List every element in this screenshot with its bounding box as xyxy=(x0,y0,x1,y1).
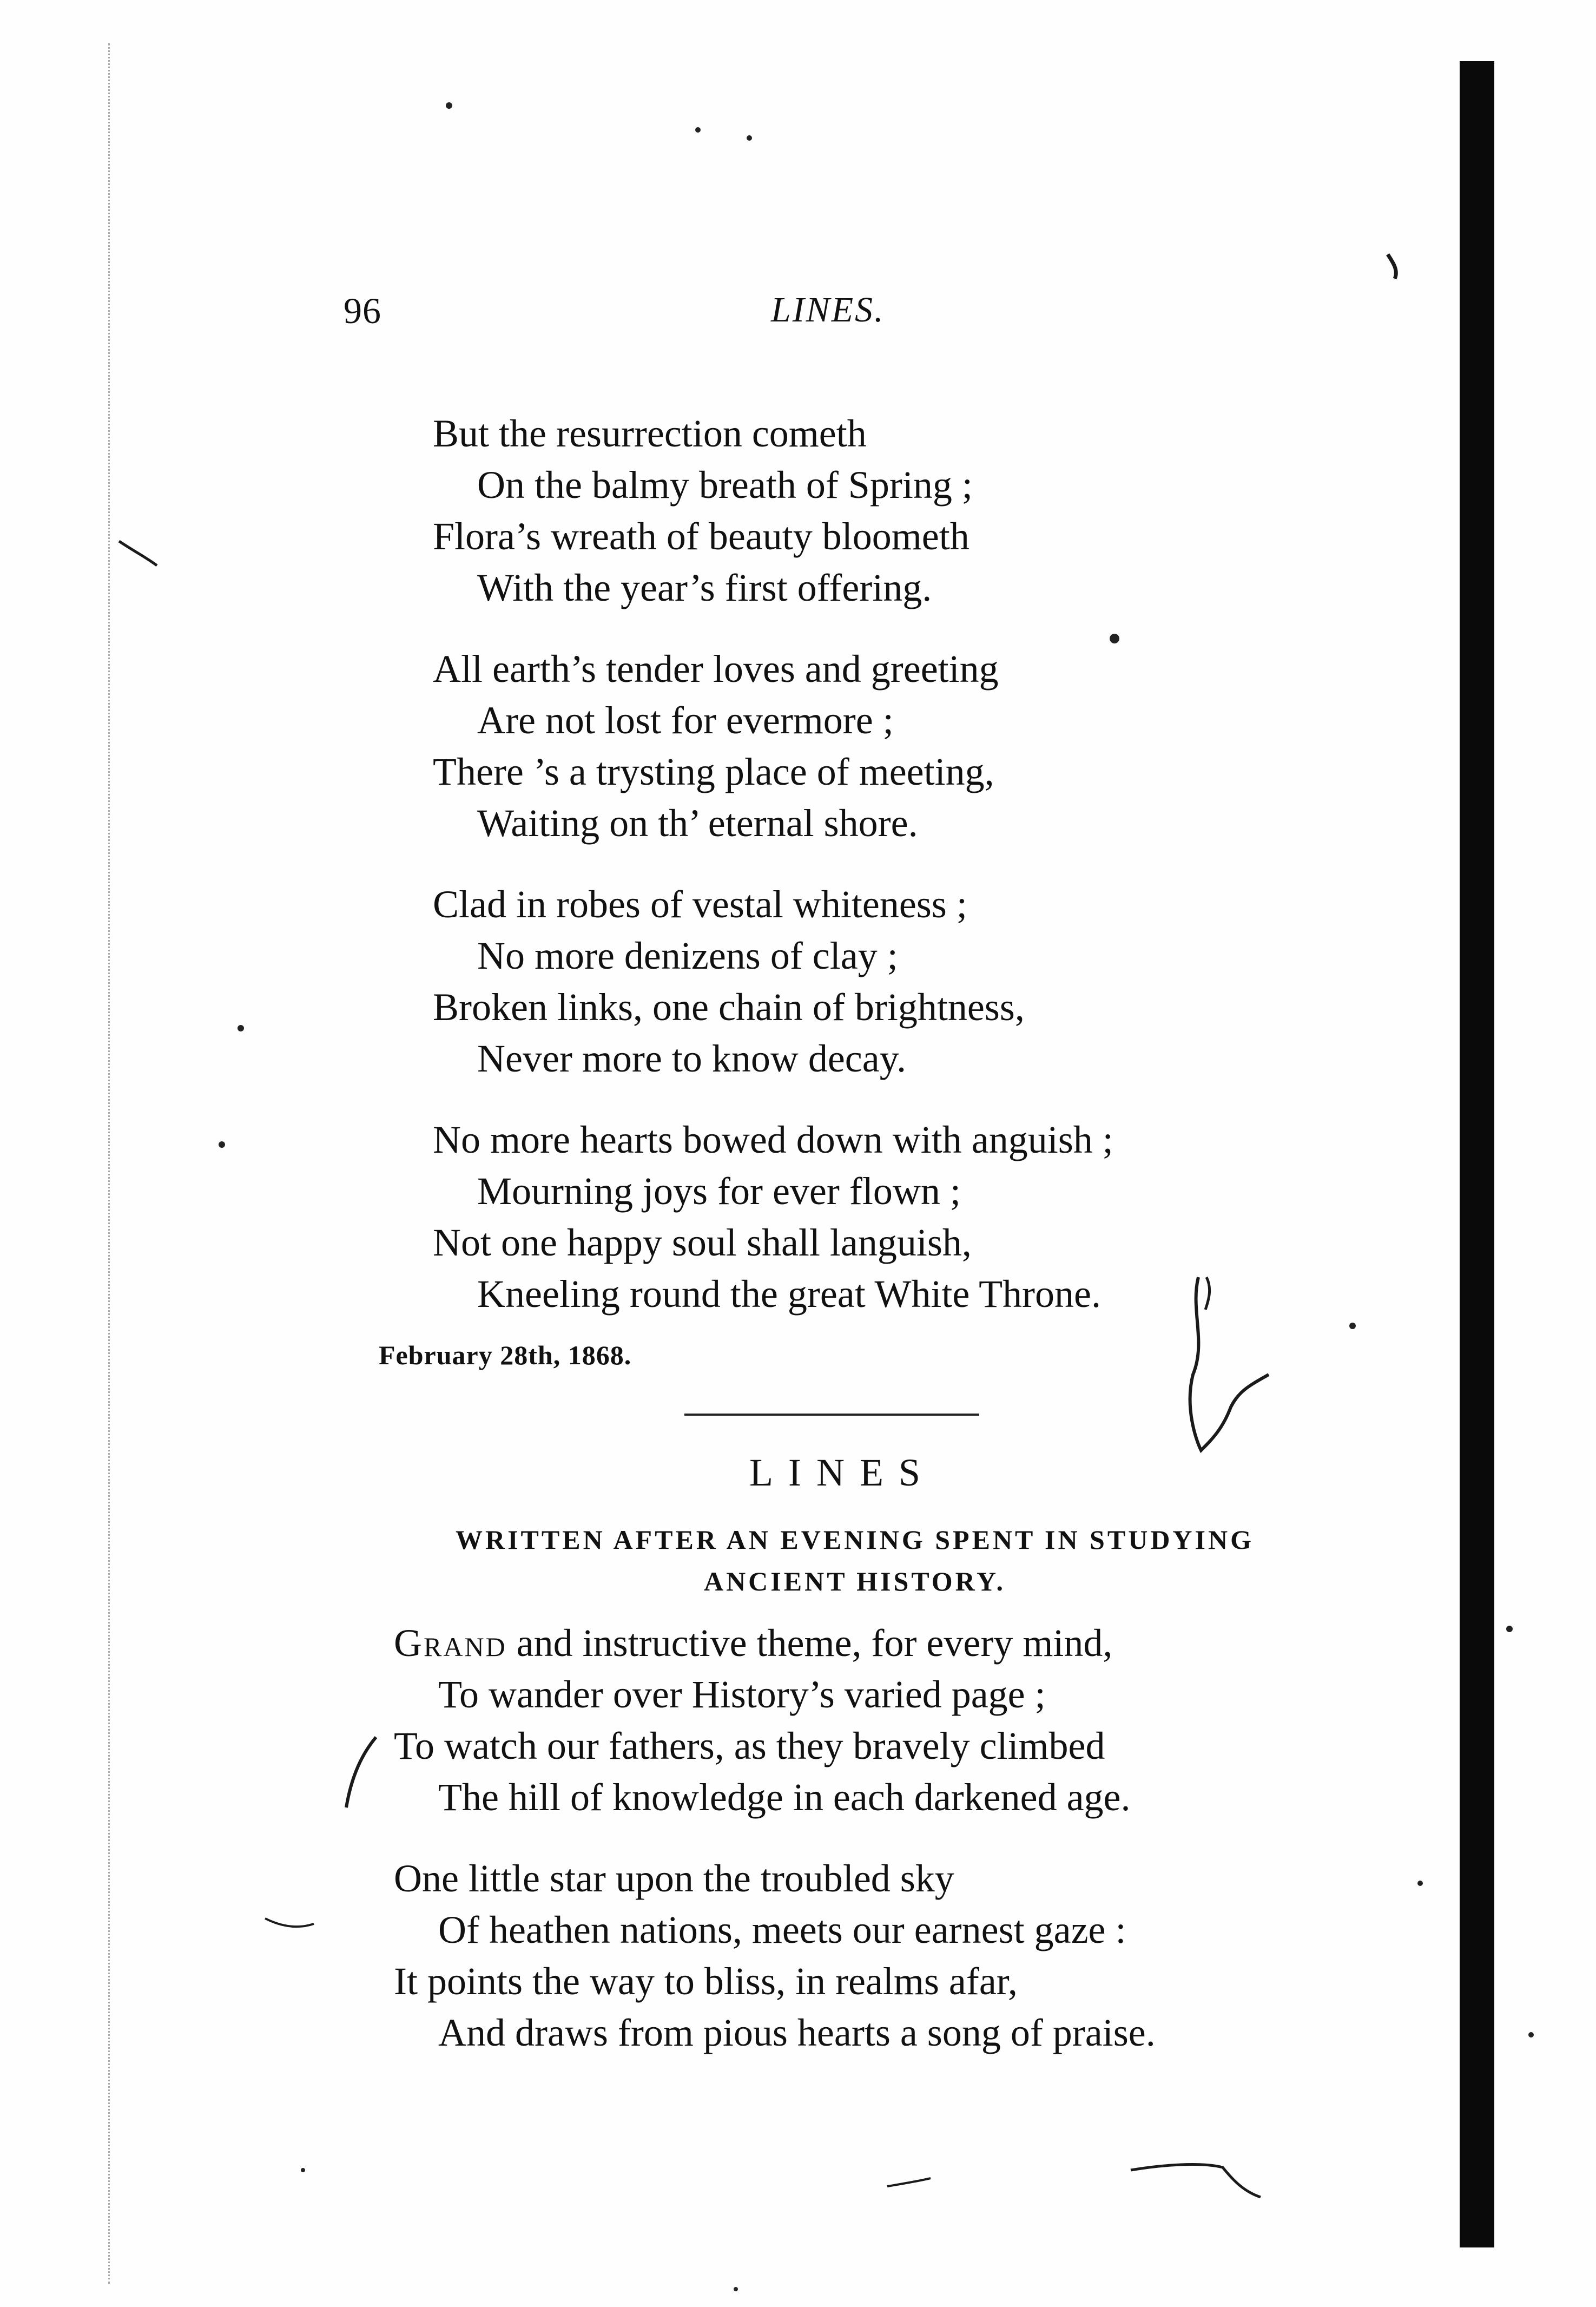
poem-subtitle-line1: WRITTEN AFTER AN EVENING SPENT IN STUDYING xyxy=(455,1524,1254,1555)
poem-line: All earth’s tender loves and greeting xyxy=(433,647,999,691)
poem-line: To watch our fathers, as they bravely climbed xyxy=(394,1724,1105,1767)
running-head: LINES. xyxy=(771,290,885,330)
poem-subtitle-line2: ANCIENT HISTORY. xyxy=(703,1566,1006,1596)
poem-line: Are not lost for evermore ; xyxy=(477,699,894,742)
poem-line: One little star upon the troubled sky xyxy=(394,1857,954,1900)
poem-line: There ’s a trysting place of meeting, xyxy=(433,750,994,793)
poem-line: But the resurrection cometh xyxy=(433,412,867,455)
poem-line: No more hearts bowed down with anguish ; xyxy=(433,1118,1113,1161)
poem-line: Kneeling round the great White Throne. xyxy=(477,1272,1101,1316)
poem-line: Clad in robes of vestal whiteness ; xyxy=(433,883,967,926)
poem-line: Waiting on th’ eternal shore. xyxy=(477,801,918,845)
poem-line: It points the way to bliss, in realms afar, xyxy=(394,1960,1018,2003)
poem-date: February 28th, 1868. xyxy=(379,1340,632,1370)
page-number: 96 xyxy=(344,290,381,331)
poem-line: No more denizens of clay ; xyxy=(477,934,898,977)
opening-word: Grand xyxy=(394,1621,507,1665)
poem-line-rest: and instructive theme, for every mind, xyxy=(506,1621,1113,1665)
poem-line: And draws from pious hearts a song of praise. xyxy=(438,2011,1156,2054)
poem-line: Flora’s wreath of beauty bloometh xyxy=(433,515,970,558)
poem-line: With the year’s first offering. xyxy=(477,566,932,609)
poem-line: To wander over History’s varied page ; xyxy=(438,1673,1046,1716)
poem-line: On the balmy breath of Spring ; xyxy=(477,463,973,507)
poem-line: Never more to know decay. xyxy=(477,1037,907,1080)
poem-line: The hill of knowledge in each darkened age. xyxy=(438,1776,1131,1819)
poem-title: LINES xyxy=(749,1451,935,1494)
poem-line: Mourning joys for ever flown ; xyxy=(477,1169,961,1213)
poem-line: Broken links, one chain of brightness, xyxy=(433,985,1025,1029)
poem-line: Not one happy soul shall languish, xyxy=(433,1221,972,1264)
poem-line: Of heathen nations, meets our earnest gaze : xyxy=(438,1908,1126,1951)
